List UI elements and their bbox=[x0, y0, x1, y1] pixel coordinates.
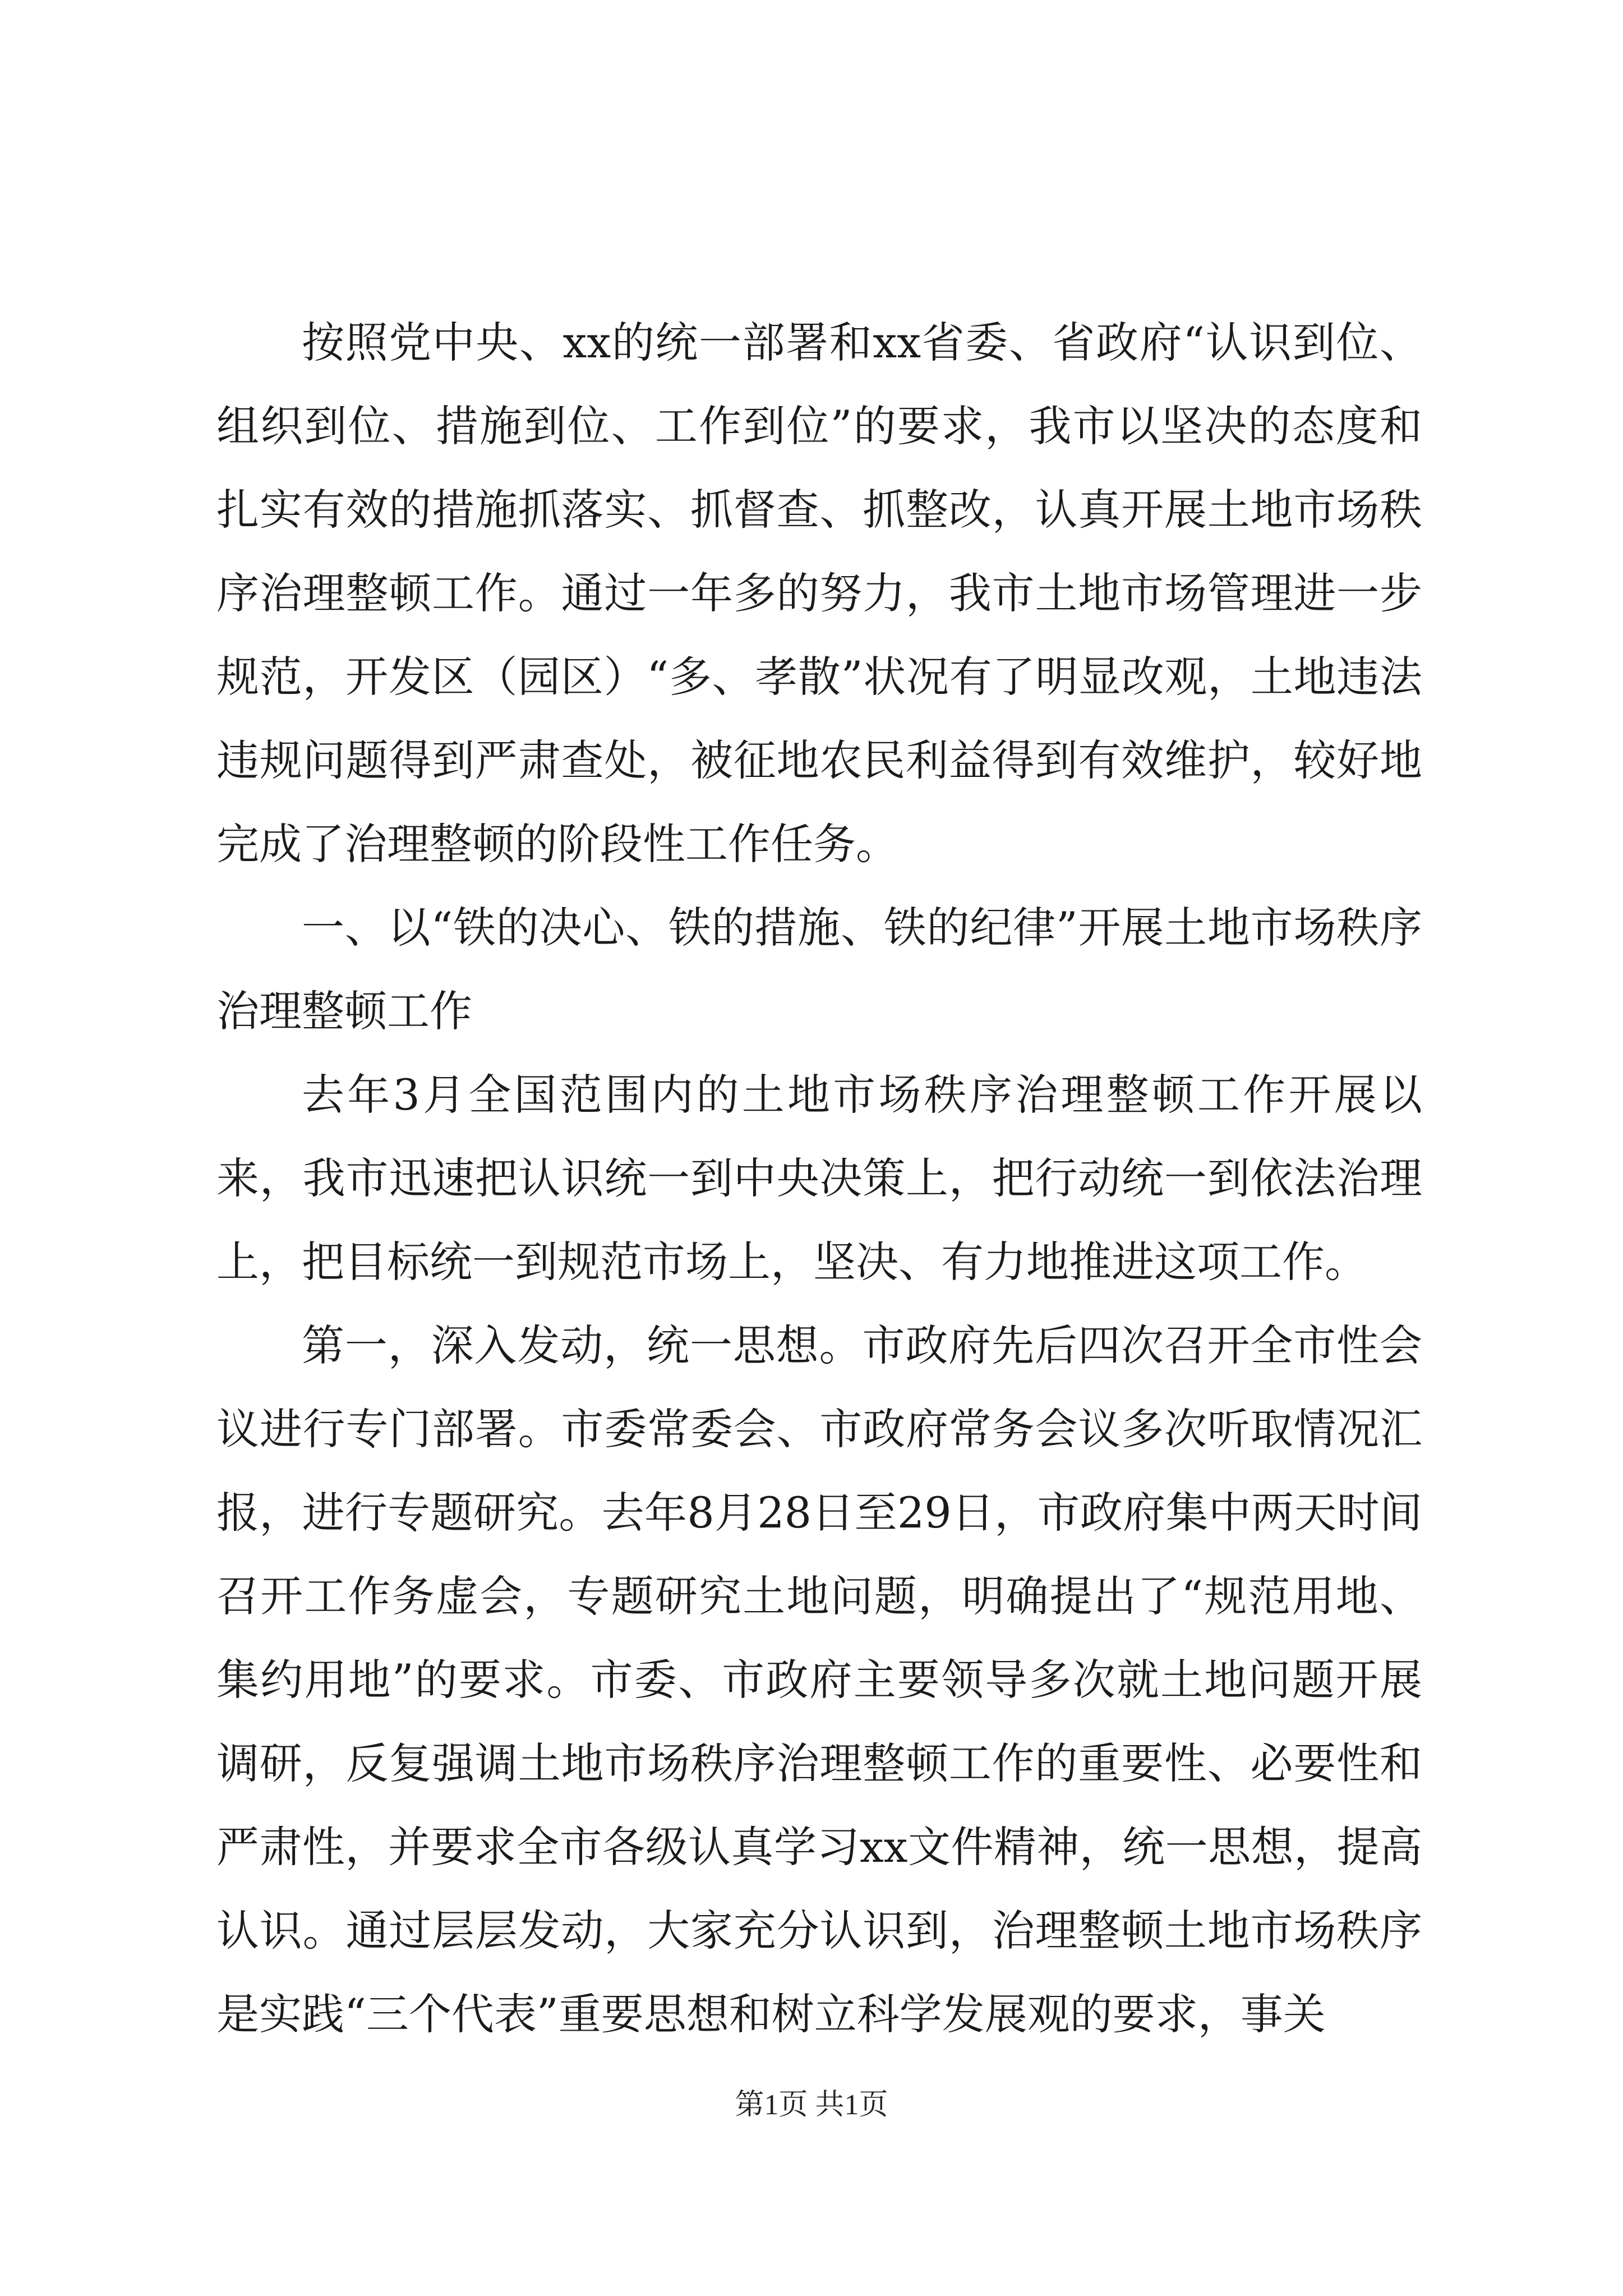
document-body bbox=[216, 301, 1422, 2056]
section-heading-1: 一、以“铁的决心、铁的措施、铁的纪律”开展土地市场秩序治理整顿工作 bbox=[216, 903, 1422, 1036]
page-footer: 第1页 共1页 bbox=[735, 2089, 888, 2121]
paragraph-first-point: 第一，深入发动，统一思想。市政府先后四次召开全市性会议进行专门部署。市委常委会、市政府常务会议多次听取情况汇报，进行专题研究。去年8月28日至29日，市政府集中两天时间召开工作务虚会，专题研究土地问题，明确提出了“规范用地、集约用地”的要求。市委、市政府主要领导多次就土地问题开展调研，反复强调土地市场秩序治理整顿工作的重要性、必要性和严肃性，并要求全市各级认真学习xx文件精神，统一思想，提高认识。通过层层发动，大家充分认识到，治理整顿土地市场秩序是实践“三个代表”重要思想和树立科学发展观的要求，事关 bbox=[216, 1320, 1422, 2039]
paragraph-intro: 按照党中央、xx的统一部署和xx省委、省政府“认识到位、组织到位、措施到位、工作到位”的要求，我市以坚决的态度和扎实有效的措施抓落实、抓督查、抓整改，认真开展土地市场秩序治理整顿工作。通过一年多的努力，我市土地市场管理进一步规范，开发区（园区）“多、孝散”状况有了明显改观，土地违法违规问题得到严肃查处，被征地农民利益得到有效维护，较好地完成了治理整顿的阶段性工作任务。 bbox=[216, 318, 1422, 869]
paragraph-section-1-intro: 去年3月全国范围内的土地市场秩序治理整顿工作开展以来，我市迅速把认识统一到中央决策上，把行动统一到依法治理上，把目标统一到规范市场上，坚决、有力地推进这项工作。 bbox=[216, 1070, 1422, 1287]
